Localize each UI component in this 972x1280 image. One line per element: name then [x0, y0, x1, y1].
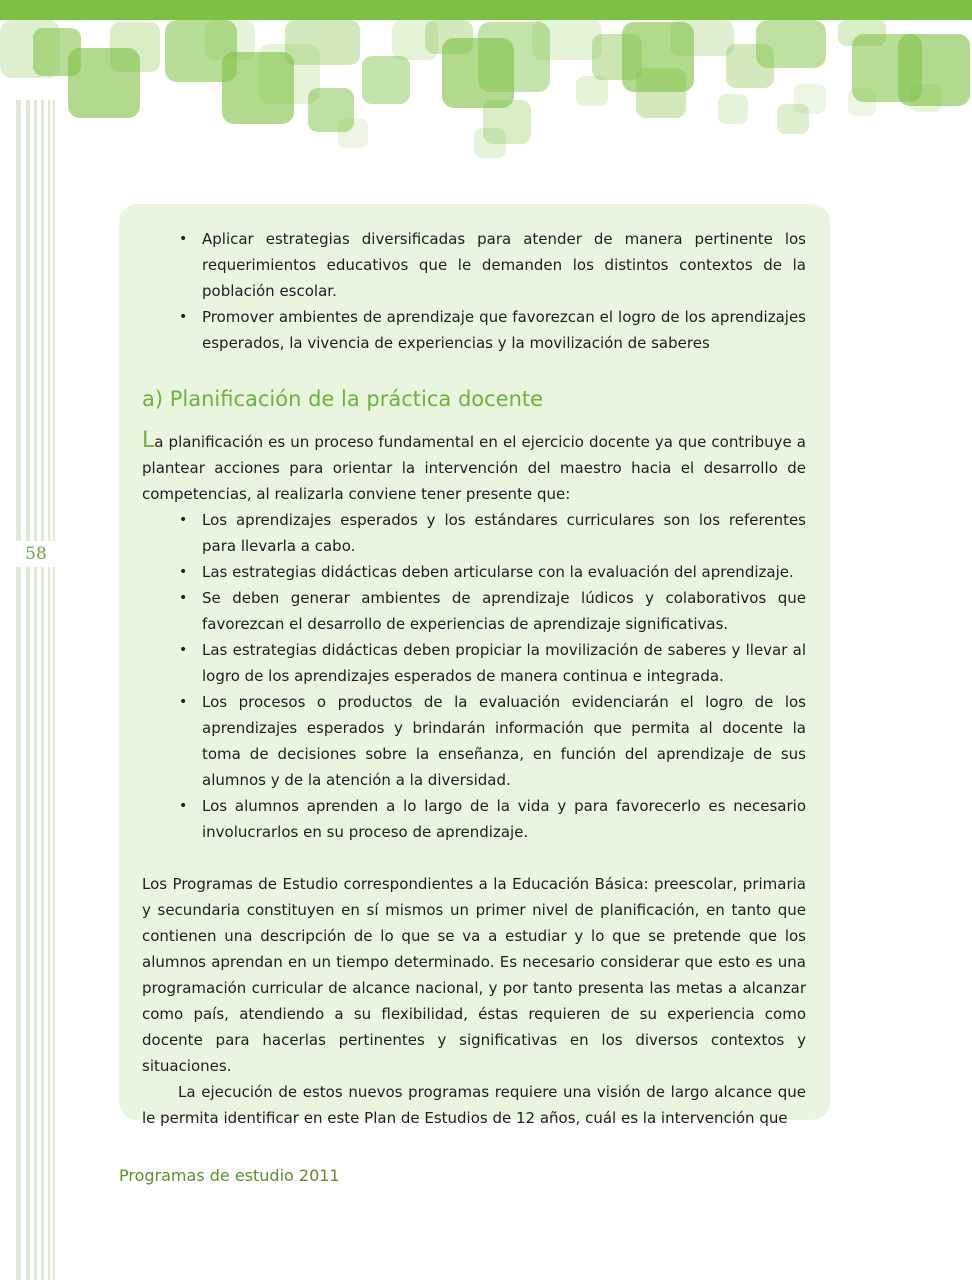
body-paragraph: La ejecución de estos nuevos programas requiere una visión de largo alcance que le permita identificar en este Plan de Estudios de 12 años, cuál es la intervención que — [142, 1083, 806, 1127]
list-item: • Las estrategias didácticas deben propiciar la movilización de saberes y llevar al logro de los aprendizajes esperados de manera continua e integrada. — [202, 637, 806, 689]
list-item: • Los aprendizajes esperados y los estándares curriculares son los referentes para llevarla a cabo. — [202, 507, 806, 559]
list-item: • Aplicar estrategias diversificadas para atender de manera pertinente los requerimientos educativos que le demanden los distintos contextos de la población escolar. — [202, 226, 806, 304]
header-decoration — [0, 0, 972, 170]
list-item: • Los alumnos aprenden a lo largo de la vida y para favorecerlo es necesario involucrarlos en su proceso de aprendizaje. — [202, 793, 806, 845]
lead-paragraph — [142, 428, 806, 507]
body-paragraph: Los Programas de Estudio correspondientes a la Educación Básica: preescolar, primaria y secundaria constituyen en sí mismos un primer nivel de planificación, en tanto que contienen una descripción de lo que se va a estudiar y lo que se pretende que los alumnos aprendan en un tiempo determinado. Es necesario considerar que esto es una programación curricular de alcance nacional, y por tanto presenta las metas a alcanzar como país, atendiendo a su flexibilidad, éstas requieren de su experiencia como docente para hacerlas pertinentes y significativas en los diversos contextos y situaciones. — [142, 875, 806, 1075]
list-item: • Las estrategias didácticas deben articularse con la evaluación del aprendizaje. — [202, 559, 806, 585]
lead-text: a planificación es un proceso fundamental en el ejercicio docente ya que contribuye a plantear acciones para orientar la intervención del maestro hacia el desarrollo de competencias, al realizarla conviene tener presente que: — [142, 433, 806, 503]
list-item: • Promover ambientes de aprendizaje que favorezcan el logro de los aprendizajes esperados, la vivencia de experiencias y la movilización de saberes — [202, 304, 806, 356]
margin-stripes — [0, 100, 60, 1280]
list-item: • Los procesos o productos de la evaluación evidenciarán el logro de los aprendizajes esperados y brindarán información que permita al docente la toma de decisiones sobre la enseñanza, en función del aprendizaje de sus alumnos y de la atención a la diversidad. — [202, 689, 806, 793]
page-number: 58 — [16, 541, 56, 567]
section-heading: a) Planificación de la práctica docente — [142, 387, 544, 411]
planning-bullet-list — [142, 507, 806, 845]
intro-bullet-list — [142, 226, 806, 356]
drop-cap: L — [142, 428, 155, 453]
list-item: • Se deben generar ambientes de aprendizaje lúdicos y colaborativos que favorezcan el desarrollo de experiencias de aprendizaje significativas. — [202, 585, 806, 637]
footer-title: Programas de estudio 2011 — [119, 1166, 340, 1185]
page-content — [142, 226, 806, 1131]
